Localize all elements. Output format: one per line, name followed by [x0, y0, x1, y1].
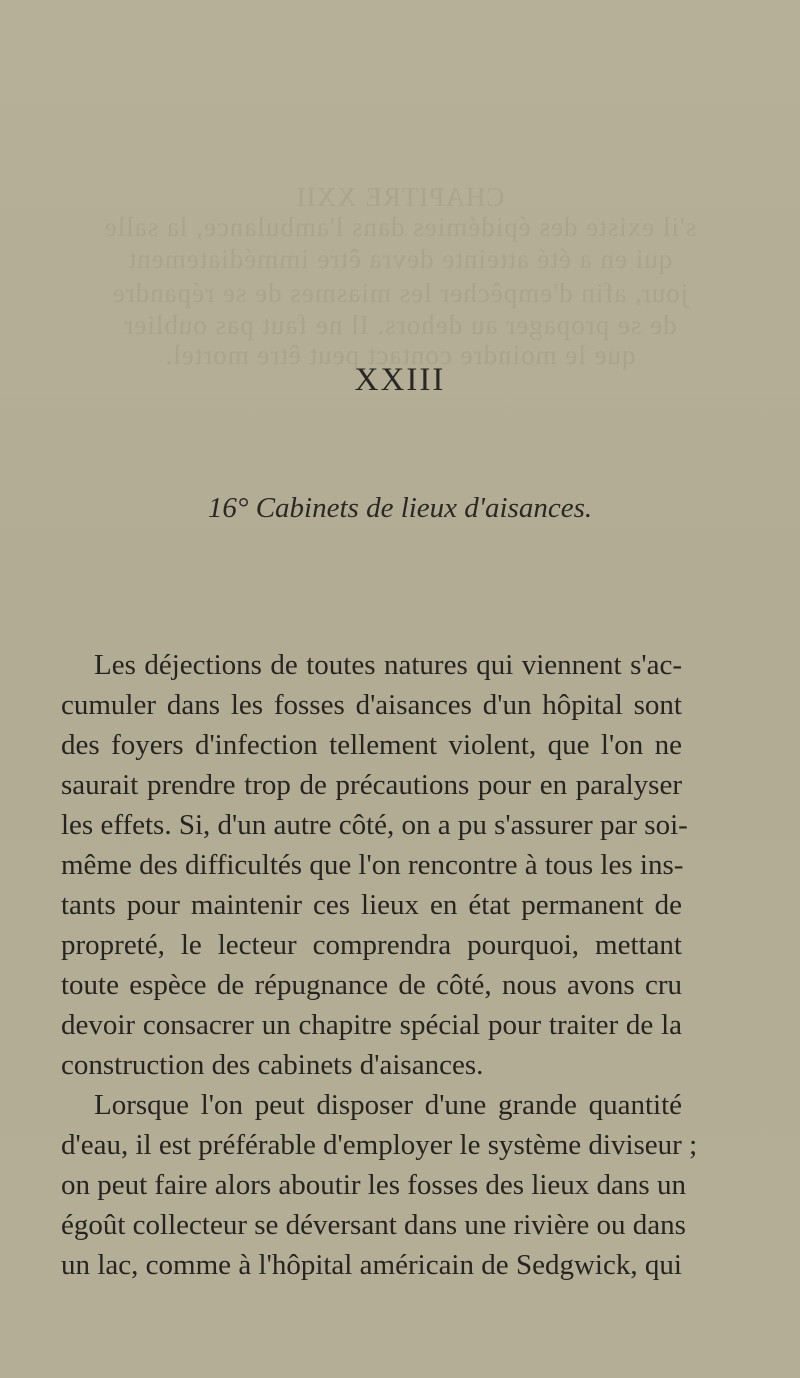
text-line: construction des cabinets d'aisances.	[61, 1049, 484, 1081]
text-line: Lorsque l'on peut disposer d'une grande quantité	[94, 1089, 682, 1121]
bleed-through-text: CHAPITRE XXII	[295, 182, 505, 212]
bleed-through-text: jour, afin d'empêcher les miasmes de se répandre	[111, 278, 689, 308]
text-line: cumuler dans les fosses d'aisances d'un hôpital sont	[61, 689, 682, 721]
chapter-number: XXIII	[354, 362, 446, 398]
bleed-through-text: qui en a été atteinte devra être immédiatement	[127, 244, 673, 274]
text-line: les effets. Si, d'un autre côté, on a pu s'assurer par soi-	[61, 809, 688, 841]
bleed-through-text: s'il existe des épidémies dans l'ambulance, la salle	[103, 212, 697, 242]
text-line: égoût collecteur se déversant dans une rivière ou dans	[61, 1209, 686, 1241]
text-line: saurait prendre trop de précautions pour en paralyser	[61, 769, 682, 801]
text-line: on peut faire alors aboutir les fosses des lieux dans un	[61, 1169, 686, 1201]
section-heading	[0, 492, 800, 525]
text-line: devoir consacrer un chapitre spécial pour traiter de la	[61, 1009, 682, 1041]
bleed-through-text: de se propager au dehors. Il ne faut pas oublier	[123, 310, 677, 340]
bleed-through-text: que le moindre contact peut être mortel.	[164, 340, 636, 370]
text-line: d'eau, il est préférable d'employer le système diviseur ;	[61, 1129, 698, 1161]
section-heading-text: 16° Cabinets de lieux d'aisances.	[207, 492, 593, 524]
text-line: même des difficultés que l'on rencontre à tous les ins-	[61, 849, 684, 881]
text-line: un lac, comme à l'hôpital américain de Sedgwick, qui	[61, 1249, 682, 1281]
text-line: toute espèce de répugnance de côté, nous avons cru	[61, 969, 682, 1001]
text-line: des foyers d'infection tellement violent, que l'on ne	[61, 729, 682, 761]
text-line: tants pour maintenir ces lieux en état permanent de	[61, 889, 682, 921]
text-line: Les déjections de toutes natures qui viennent s'ac-	[94, 649, 682, 681]
text-line: propreté, le lecteur comprendra pourquoi, mettant	[61, 929, 682, 961]
